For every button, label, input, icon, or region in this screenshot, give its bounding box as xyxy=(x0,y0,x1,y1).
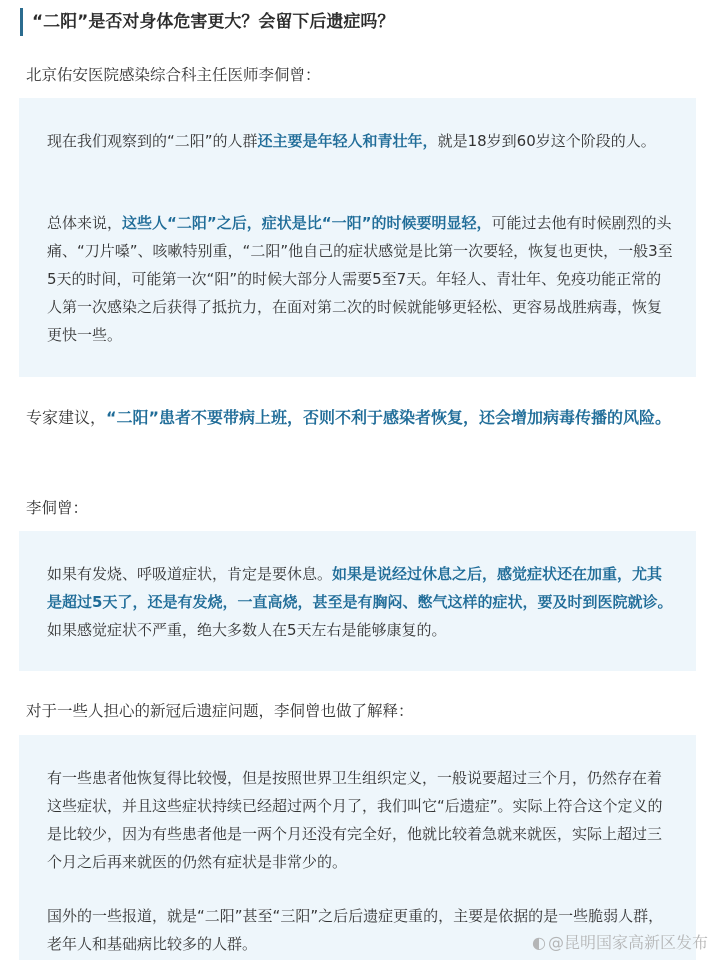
quote-paragraph xyxy=(47,209,675,349)
watermark-text: @昆明国家高新区发布 xyxy=(547,933,708,952)
quote-highlight: 这些人“二阳”之后，症状是比“一阳”的时候要明显轻， xyxy=(122,214,492,232)
quote-text: 现在我们观察到的“二阳”的人群 xyxy=(47,132,258,150)
source-watermark xyxy=(532,930,708,953)
aftereffects-intro: 对于一些人担心的新冠后遗症问题，李侗曾也做了解释： xyxy=(26,702,414,720)
quote-paragraph xyxy=(47,560,675,644)
section-heading: “二阳”是否对身体危害更大？会留下后遗症吗？ xyxy=(20,8,394,36)
expert-advice xyxy=(26,402,698,434)
quote-paragraph xyxy=(47,127,675,155)
quote-box-3 xyxy=(19,735,696,960)
quote-box-2 xyxy=(19,531,696,671)
quote-box-1 xyxy=(19,98,696,377)
advice-highlight: “二阳”患者不要带病上班，否则不利于感染者恢复，还会增加病毒传播的风险。 xyxy=(106,408,672,427)
quote-text: 如果感觉症状不严重，绝大多数人在5天左右是能够康复的。 xyxy=(47,621,447,639)
quote-text: 可能过去他有时候剧烈的头痛、“刀片嗓”、咳嗽特别重，“二阳”他自己的症状感觉是比第一次要轻，恢复也更快，一般3至5天的时间，可能第一次“阳”的时候大部分人需要5至7天。年轻人、青壮年、免疫功能正常的人第一次感染之后获得了抵抗力，在面对第二次的时候就能够更轻松、更容易战胜病毒，恢复更快一些。 xyxy=(47,214,673,344)
source-intro: 北京佑安医院感染综合科主任医师李侗曾： xyxy=(26,66,321,84)
quote-highlight: 如果是说经过休息之后，感觉症状还在加重，尤其是超过5天了，还是有发烧，一直高烧，甚至是有胸闷、憋气这样的症状，要及时到医院就诊。 xyxy=(47,565,673,611)
advice-text: 专家建议， xyxy=(26,408,107,427)
quote-text: 总体来说， xyxy=(47,214,123,232)
quote-text: 就是18岁到60岁这个阶段的人。 xyxy=(437,132,656,150)
quote-paragraph: 国外的一些报道，就是“二阳”甚至“三阳”之后后遗症更重的，主要是依据的是一些脆弱人群，老年人和基础病比较多的人群。 xyxy=(47,907,664,953)
quote-highlight: 还主要是年轻人和青壮年， xyxy=(257,132,438,150)
speaker-label: 李侗曾： xyxy=(26,499,89,517)
quote-paragraph: 有一些患者他恢复得比较慢，但是按照世界卫生组织定义，一般说要超过三个月，仍然存在着这些症状，并且这些症状持续已经超过两个月了，我们叫它“后遗症”。实际上符合这个定义的是比较少，因为有些患者他是一两个月还没有完全好，他就比较着急就来就医，实际上超过三个月之后再来就医的仍然有症状是非常少的。 xyxy=(47,769,663,871)
weibo-icon: ◐ xyxy=(532,933,546,952)
quote-text: 如果有发烧、呼吸道症状，肯定是要休息。 xyxy=(47,565,333,583)
